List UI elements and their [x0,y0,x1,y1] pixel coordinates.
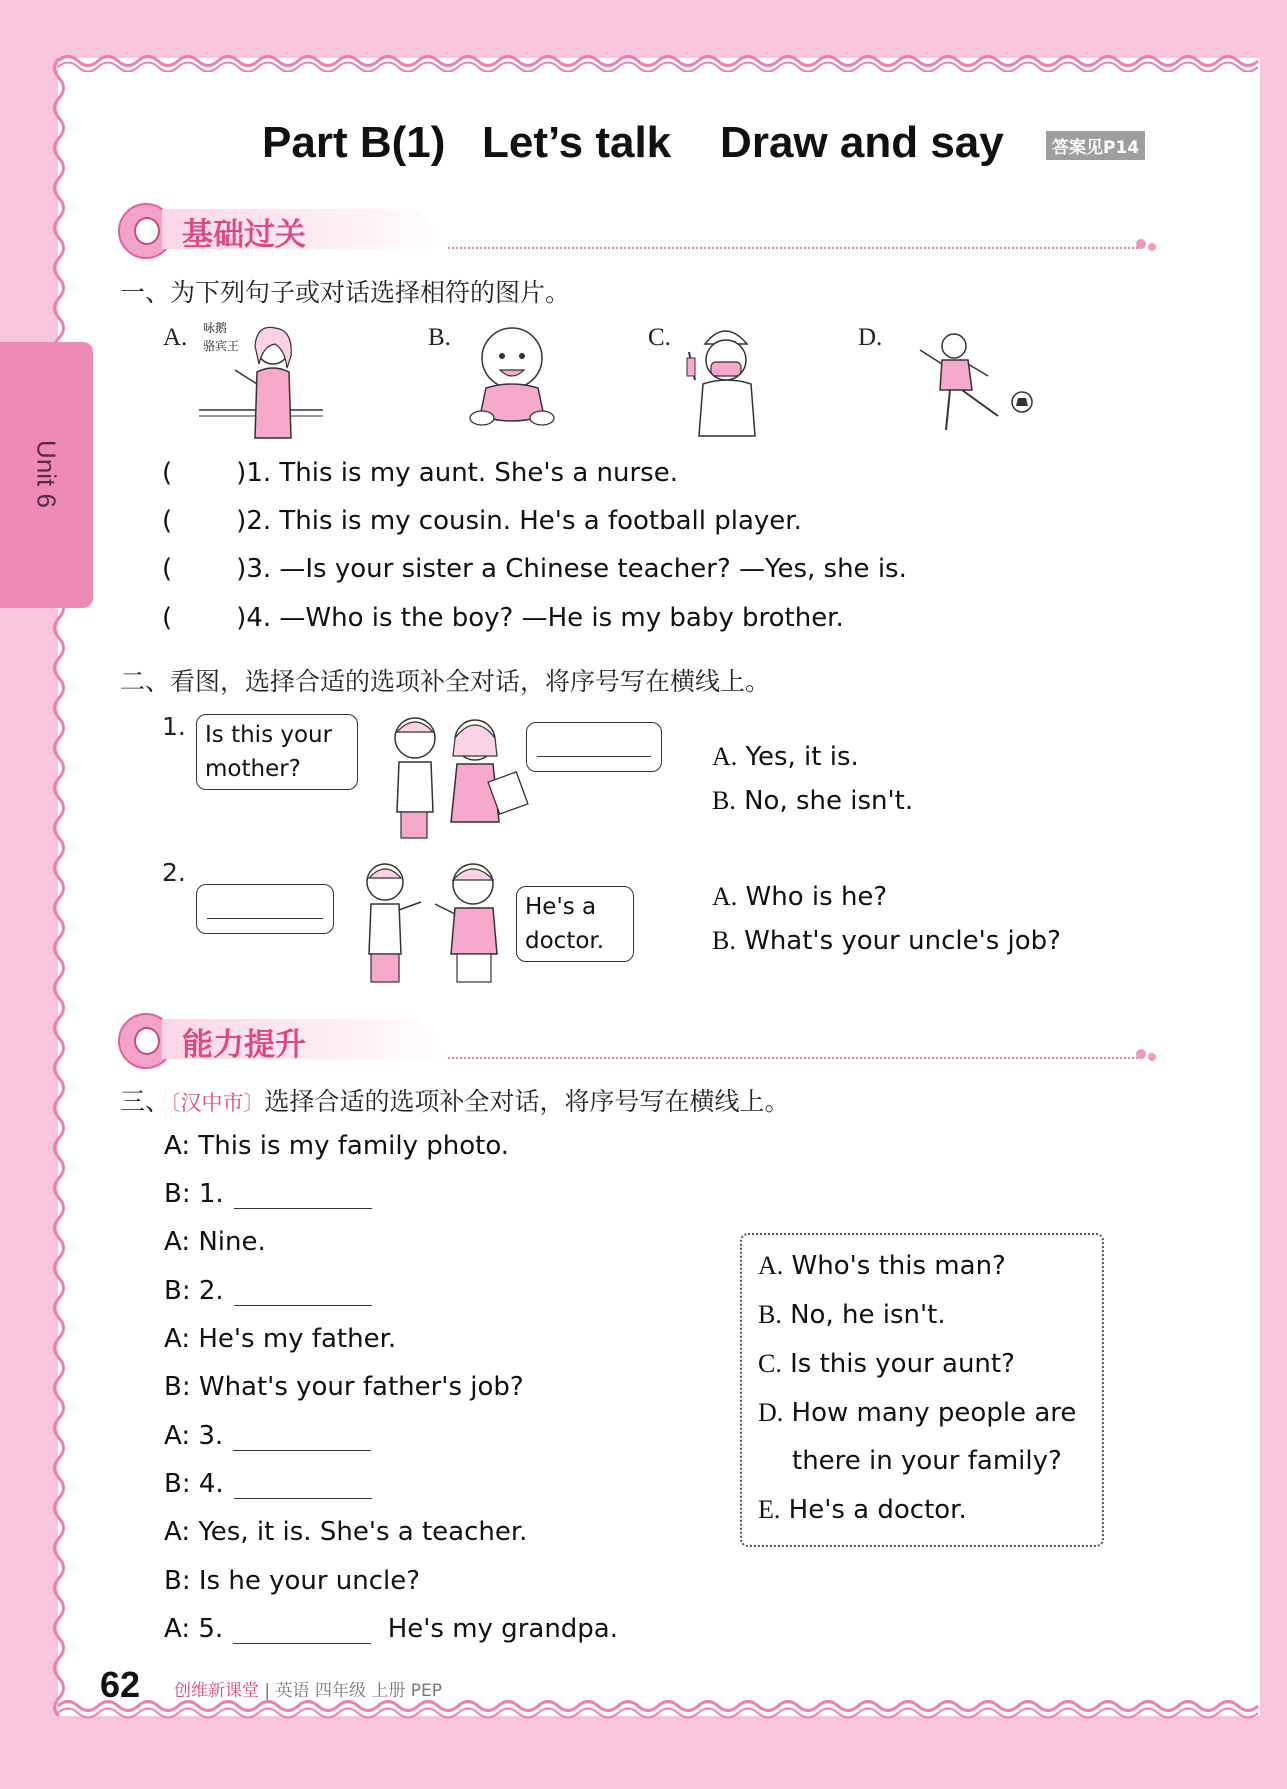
speech-bubble [516,886,634,962]
answer-blank[interactable] [234,1277,372,1306]
section-advanced-header [118,1013,1158,1069]
divider-end-dot [1136,1049,1146,1059]
unit-side-tab [0,342,93,608]
bubble-line: doctor. [525,928,605,954]
option-text: No, she isn't. [744,786,914,816]
answer-blank[interactable] [233,1422,371,1451]
svg-text:骆宾王: 骆宾王 [203,339,240,353]
dialogue-text: A: This is my family photo. [164,1131,510,1161]
dialogue-line [164,1131,509,1161]
picture-letter-d: D. [858,324,883,351]
option-letter: C. [758,1349,782,1378]
q1-item-2-text: 2. This is my cousin. He's a football player. [246,506,802,536]
picture-letter-c: C. [648,324,671,351]
section-basic-label: 基础过关 [182,217,306,253]
dialogue-line [164,1614,618,1644]
option-letter: E. [758,1495,781,1524]
option-text: Who is he? [745,882,888,912]
bottom-wave-border [58,1700,1260,1722]
question-2-title: 二、看图，选择合适的选项补全对话，将序号写在横线上。 [120,667,771,696]
answer-blank[interactable] [234,1180,372,1209]
option-letter: A. [758,1251,784,1280]
dialogue-text: A: Yes, it is. She's a teacher. [164,1517,528,1547]
answer-blank[interactable] [234,1470,372,1499]
section-basic-header [118,203,1158,259]
answer-bubble[interactable] [196,884,334,934]
dialogue-line [164,1517,527,1547]
option-text: How many people are [791,1398,1077,1428]
dialogue-text: A: 5. [164,1614,224,1644]
q1-item-1: ( )1. This is my aunt. She's a nurse. [162,458,678,488]
d2-option-b [712,926,1061,956]
choice-c [758,1349,1015,1379]
dialog-1-number: 1. [162,712,186,741]
dialogue-line [164,1227,266,1257]
dialogue-text: A: 3. [164,1421,224,1451]
option-text: Who's this man? [791,1251,1006,1281]
choice-b [758,1300,946,1330]
dialog-2-number: 2. [162,858,186,887]
bubble-line: Is this your [205,722,333,748]
dialogue-line [164,1179,372,1209]
dialogue-line [164,1372,524,1402]
dialogue-line [164,1276,372,1306]
city-tag: 〔汉中市〕 [170,1091,265,1115]
option-letter: A. [712,882,738,911]
dotted-divider [448,247,1138,249]
svg-text:咏鹅: 咏鹅 [203,321,228,335]
bubble-line: He's a [525,894,597,920]
answer-reference-tag: 答案见P14 [1046,131,1145,160]
dialogue-line [164,1324,396,1354]
dialogue-text: B: What's your father's job? [164,1372,524,1402]
choice-e [758,1495,967,1525]
option-letter: B. [712,786,736,815]
option-text: Yes, it is. [745,742,859,772]
dialogue-text: A: Nine. [164,1227,266,1257]
dialogue-text-after: He's my grandpa. [387,1614,618,1644]
footer-brand: 创维新课堂 [174,1681,259,1701]
option-letter: D. [758,1398,784,1427]
option-letter: B. [758,1300,782,1329]
d2-option-a [712,882,887,912]
option-text: What's your uncle's job? [744,926,1061,956]
option-text: No, he isn't. [790,1300,946,1330]
q1-item-3: ( )3. —Is your sister a Chinese teacher? —Yes, she is. [162,554,907,584]
answer-line [207,918,323,919]
question-3-instruction: 选择合适的选项补全对话，将序号写在横线上。 [264,1087,790,1116]
answer-bubble[interactable] [526,722,662,772]
unit-tab-label: Unit 6 [31,440,62,508]
q1-item-4-text: 4. —Who is the boy? —He is my baby brother. [246,603,844,633]
choice-d-continued [792,1446,1062,1476]
speech-bubble [196,714,358,790]
picture-letter-b: B. [428,324,451,351]
page-number: 62 [100,1664,141,1705]
q1-item-3-text: 3. —Is your sister a Chinese teacher? —Yes, she is. [246,554,907,584]
teacher-icon [195,320,325,440]
dialogue-line [164,1566,420,1596]
picture-letter-a: A. [163,324,188,351]
dialogue-text: B: 1. [164,1179,224,1209]
divider-end-dot [1148,1053,1156,1061]
dialogue-text: B: Is he your uncle? [164,1566,421,1596]
q1-item-4: ( )4. —Who is the boy? —He is my baby brother. [162,603,844,633]
d1-option-b [712,786,913,816]
option-text: Is this your aunt? [790,1349,1015,1379]
bubble-line: mother? [205,756,301,782]
page-title: Part B(1) Let’s talk Draw and say [262,118,1004,167]
dialogue-text: B: 4. [164,1469,224,1499]
dialogue-line [164,1421,371,1451]
dialogue-text: A: He's my father. [164,1324,397,1354]
choice-a [758,1251,1006,1281]
d1-option-a [712,742,859,772]
question-3-prefix: 三、 [120,1087,171,1116]
girls-with-photo-icon [385,712,535,840]
q1-item-2: ( )2. This is my cousin. He's a football player. [162,506,802,536]
question-3-title [120,1082,790,1118]
section-advanced-label: 能力提升 [182,1027,306,1063]
footer-info [174,1676,442,1701]
football-player-icon [912,330,1042,450]
option-letter: A. [712,742,738,771]
baby-icon [460,318,560,433]
option-text: there in your family? [792,1446,1062,1476]
footer-book-info: | 英语 四年级 上册 PEP [264,1681,442,1701]
answer-blank[interactable] [233,1615,371,1644]
divider-end-dot [1148,243,1156,251]
left-wave-border [48,58,70,1716]
divider-end-dot [1136,239,1146,249]
question-1-title: 一、为下列句子或对话选择相符的图片。 [120,278,571,307]
option-text: He's a doctor. [788,1495,967,1525]
top-wave-border [58,50,1260,72]
boys-talking-icon [355,858,505,984]
dialogue-text: B: 2. [164,1276,224,1306]
choice-d [758,1398,1076,1428]
dialogue-line [164,1469,372,1499]
option-letter: B. [712,926,736,955]
q1-item-1-text: 1. This is my aunt. She's a nurse. [246,458,678,488]
dotted-divider [448,1057,1138,1059]
answer-line [537,756,651,757]
nurse-icon [675,318,775,438]
